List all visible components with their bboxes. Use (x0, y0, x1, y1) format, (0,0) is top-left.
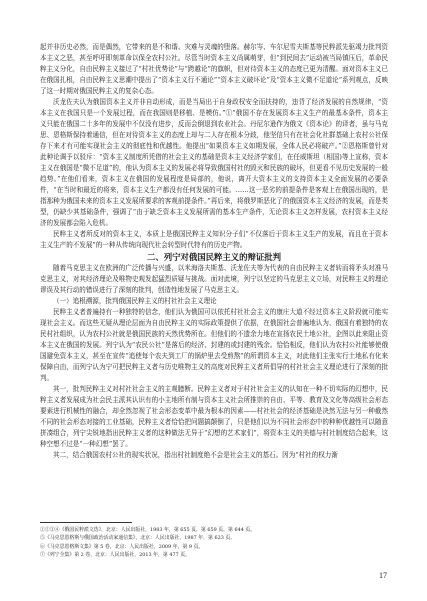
footnote-divider (40, 522, 132, 523)
footnote-item: ①②③④《俄国民粹派文选》，北京：人民出版社，1983 年，第 655 页，第 659 页，第 644 页。 (40, 527, 256, 533)
section-heading: 二、列宁对俄国民粹主义的辩证批判 (147, 252, 281, 262)
paragraph-3: 民粹主义者所反对的资本主义，本质上是俄国民粹主义知识分子们“不仅落后于资本主义生产的发展，而且在于资本主义生产的不发展”的一种从传统向现代社会转型时代特有的历史产物。 (40, 230, 388, 249)
subsection-heading: （一）追根溯源，批判俄国民粹主义的村社社会主义理论 (53, 297, 217, 305)
paragraph-6: 其一，批判民粹主义对村社社会主义的主观臆断。民粹主义者对于村社社会主义的认知在一种不切实际的幻想中，民粹主义者发展成为社会民主派其认识有的小主地所有制与资本主义社会所推崇的自由、平等、教育及文化等高级社会形态要素进行机械性的融合，却全然忽视了社会形态变革中最为根本的因素——村社社会的经济基础是决然无法与另一种截然不同的社会形态对接的工业基础，民粹主义者恰恰把问题搞颠倒了，只是他们以为不同社会形态中的种种优越性可以随意拼凑组合，列宁尖锐地指出民粹主义者的这种做法无异于“幻想的艺术家们”，将资本主义的美德与村社制度结合起来，这种空想不过是“一种幻想”罢了。 (40, 385, 388, 448)
paragraph-1: 起并非历史必然，而是偶然，它带来的是不和谐、灾难与灵魂的堕落。赫尔岑、车尔尼雪夫斯基等民粹派先驱竭力批判资本主义之恶，甚至呼吁即刻革命以保全农村公社。尽管当时资本主义尚属萌芽，但“到民间去”运动被当局镇压后，革命民粹主义分化，自由民粹主义接过了“村社优势论”与“跨越论”的旗帜，但对待资本主义的态度已更为清醒。面对资本主义已在俄国扎根，自由民粹主义思潮中提出了“资本主义行不通论”“资本主义破坏论”及“资本主义微不足道论”系列观点，反映了这一时期对俄国民粹主义的复杂心态。 (40, 43, 388, 95)
footnote-item: ⑦《列宁全集》第 2 卷，北京：人民出版社，2013 年，第 477 页。 (40, 552, 191, 559)
page-number: 17 (379, 571, 387, 580)
footnote-item: ⑤《马克思恩格斯与俄国政治活动家通信集》，北京：人民出版社，1987 年，第 623 页。 (40, 535, 236, 542)
paragraph-4: 随着马克思主义在欧洲的广泛传播与兴盛，以米海洛夫斯基、沃龙佐夫等为代表的自由民粹主义者转而将矛头对准马克思主义，对其经济理论及唯物史观发起猛烈质疑与挑战。面对此境，列宁以坚定的马克思主义立场，对民粹主义的理论谬误及其行动的错误进行了深刻的批判，创造性地发展了马克思主义。 (40, 264, 388, 294)
footnote-item: ⑥《马克思恩格斯文集》第 5 卷，北京：人民出版社，2009 年，第 9 页。 (40, 543, 204, 550)
footnotes (40, 526, 388, 560)
paragraph-7: 其二，结合俄国农村公社的现实状况，指出村社制度绝不会是社会主义的基石。因为“村社的权力渐 (53, 451, 338, 459)
paragraph-2: 沃龙佐夫认为俄国资本主义并非自动形成，而是当局出于自身政权安全而扶持的，违背了经济发展的自然规律，“资本主义在我国只是一个发展过程，而在我国则是移植、是模仿。”①“俄国不存在发展资本主义生产的最基本条件，资本主义只能在俄国二十多年的发展中不仅没有进步，反而会倒退到农业社会。丹尼尔逊作为俄文《资本论》的译者，虽与马克思、恩格斯保持着通信，但在对待资本主义的态度上却与二人存在根本分歧，他坚信只有在社会化社群基础上农村公社保存下来才有可能实现社会主义的彻底性和优越性。他提出“如果资本主义如期发展，全体人民必将破产。”②恩格斯曾针对此种论调予以驳斥：“资本主义制度所凭借的社会主义的基础是资本主义经济学家们，在任威斯坦（相国)等上宣称，资本主义在俄国是“微不足道”的，他认为资本主义的发展必将导致俄国村社的毁灭和民族的破坏，但更看不见历史发展的一般趋势。”在他们看来，资本主义在俄国的发展程度是局部的，他说，离开大资本主义的支持资本主义全面发展的必要条件，“在当时和最近的将来，资本主义生产都没有任何发展的可能。……这一恶劣的前提条件是客观上在俄国出现的，是指那种为俄国未来的资本主义发展所要求的客观前提条件。”再后来，将俄罗斯恶化了的俄国资本主义经济的发展，而是类型，仍缺少其基础条件，强调了“由于缺乏资本主义发展所需的基本生产条件，无论资本主义怎样发展，农村资本主义经济的发展都会陷入危机。 (40, 98, 388, 227)
paragraph-5: 民粹主义者普遍持有一种独特的信念，他们认为俄国可以依托村社社会主义的康庄大道不经过资本主义阶段就可能实现社会主义。而这些无疑从理论层面为自由民粹主义的实际政策提供了依据，在俄国社会普遍地认为、俄国有着独特的农民村社组织，认为农村公社就是俄国民族的天然优势所在。但他们的不遗余力地在宣扬农民土地公社，企图以此来阻止资本主义在俄国的发展。列宁认为“农民公社”是落后的经济、封建的或封建的残余。恰恰相反，他们认为农村公社能够使俄国避免资本主义，甚至在宣传“追使每个农夫到工厂的锅炉里去受煎熬”的所谓资本主义，对此他们主张实行土地私有化来保障自由，而列宁认为宁可把民粹主义者与历史唯物主义的高度对民粹主义者所倡导的村社社会主义理论进行了深刻的批判。 (40, 308, 388, 382)
main-body-text (40, 42, 388, 461)
